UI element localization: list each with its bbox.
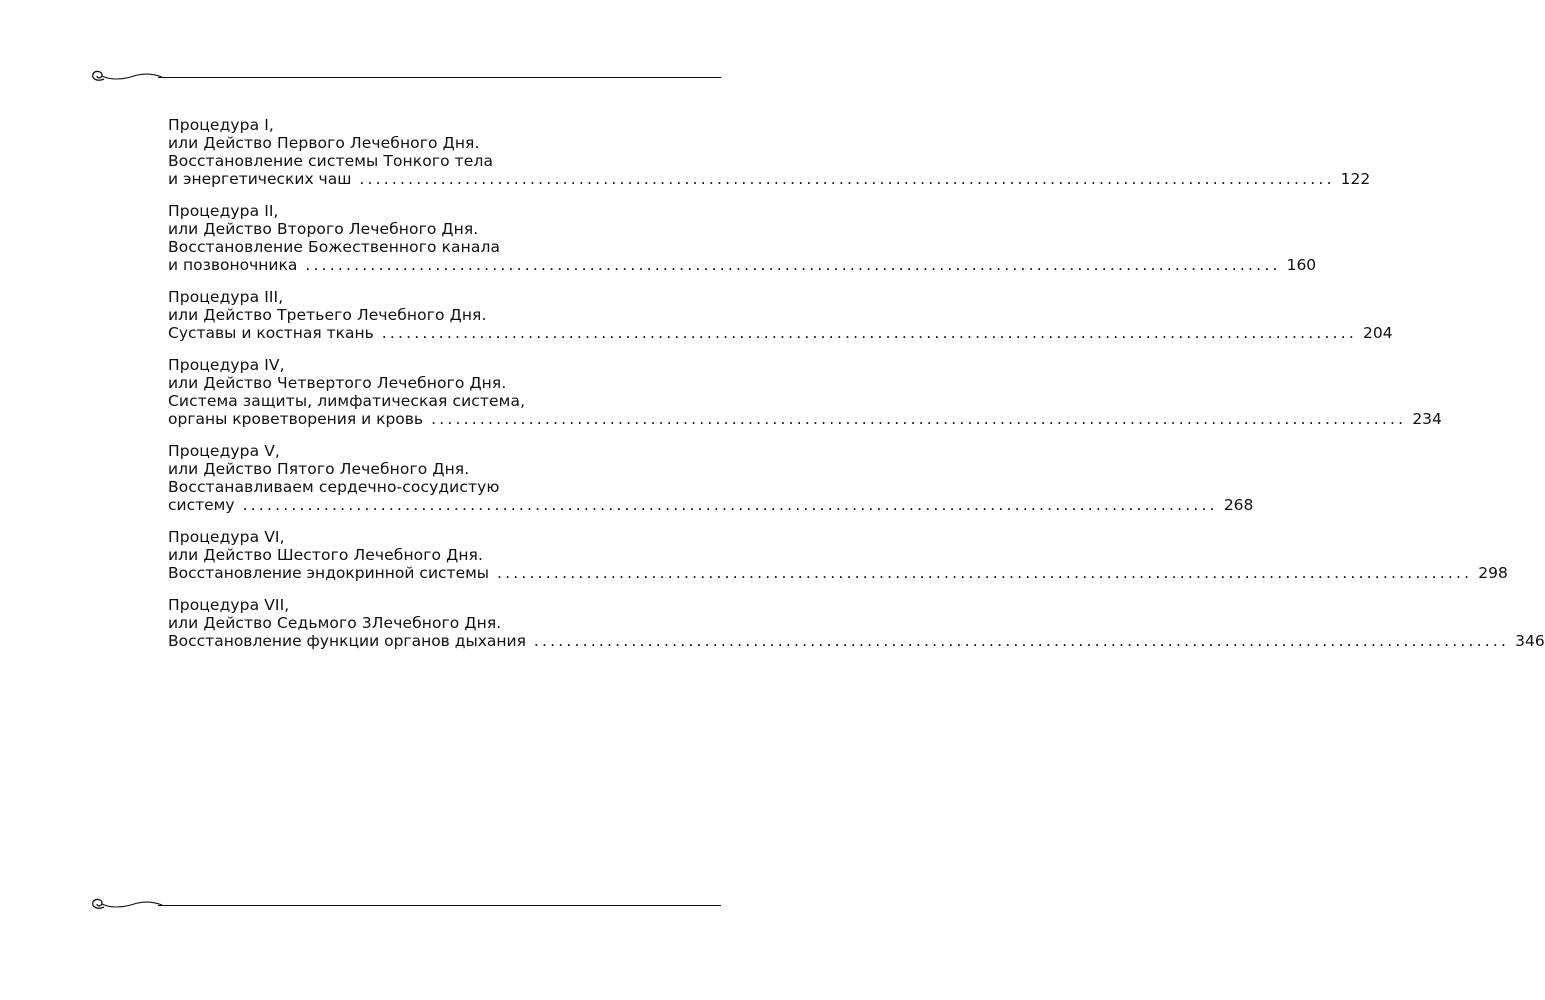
page-number: 160: [1286, 256, 1317, 274]
toc-entry-final-line: [168, 496, 1254, 514]
dot-leader: ........................................................................................................................: [431, 410, 1407, 428]
table-of-contents: [168, 116, 1545, 664]
dot-leader: ........................................................................................................................: [242, 496, 1218, 514]
toc-entry-title-line: Восстановление системы Тонкого тела: [168, 152, 494, 170]
toc-entry: [168, 442, 1254, 514]
toc-entry-title-line: Система защиты, лимфатическая система,: [168, 392, 526, 410]
toc-entry: [168, 596, 1545, 650]
page-number: 234: [1412, 410, 1442, 428]
toc-entry: [168, 202, 1317, 274]
toc-entry-heading: Процедура VI,: [168, 528, 285, 546]
toc-entry-heading: Процедура I,: [168, 116, 274, 134]
toc-entry-heading: Процедура V,: [168, 442, 280, 460]
top-ornament-rule: [88, 68, 723, 88]
toc-entry-final-line: [168, 324, 1393, 342]
toc-entry-title-line: или Действо Второго Лечебного Дня.: [168, 220, 479, 238]
toc-entry-final-line: [168, 256, 1317, 274]
toc-entry-final-line: [168, 564, 1508, 582]
dot-leader: ........................................................................................................................: [497, 564, 1473, 582]
toc-entry: [168, 356, 1442, 428]
toc-entry-final-line: [168, 410, 1442, 428]
page-number: 204: [1363, 324, 1393, 342]
dot-leader: ........................................................................................................................: [533, 632, 1510, 650]
toc-entry: [168, 116, 1371, 188]
toc-entry-title-line: и позвоночника: [168, 256, 298, 274]
page-number: 346: [1515, 632, 1545, 650]
dot-leader: ........................................................................................................................: [359, 170, 1335, 188]
toc-entry-final-line: [168, 632, 1545, 650]
toc-entry-title-line: органы кроветворения и кровь: [168, 410, 424, 428]
toc-entry-title-line: или Действо Первого Лечебного Дня.: [168, 134, 480, 152]
toc-entry-heading: Процедура III,: [168, 288, 284, 306]
page-number: 122: [1340, 170, 1371, 188]
toc-entry-title-line: Восстановление Божественного канала: [168, 238, 501, 256]
flourish-divider-icon: [88, 68, 723, 88]
page-number: 298: [1478, 564, 1508, 582]
toc-entry-title-line: Восстанавливаем сердечно-сосудистую: [168, 478, 500, 496]
toc-entry: [168, 288, 1393, 342]
toc-entry-title-line: или Действо Четвертого Лечебного Дня.: [168, 374, 507, 392]
toc-entry-title-line: Восстановление функции органов дыхания: [168, 632, 526, 650]
toc-entry-heading: Процедура II,: [168, 202, 279, 220]
toc-entry-title-line: или Действо Седьмого 3Лечебного Дня.: [168, 614, 502, 632]
toc-entry-title-line: систему: [168, 496, 235, 514]
toc-entry-title-line: Восстановление эндокринной системы: [168, 564, 490, 582]
toc-entry-title-line: и энергетических чаш: [168, 170, 352, 188]
toc-entry-title-line: или Действо Пятого Лечебного Дня.: [168, 460, 470, 478]
toc-entry-heading: Процедура IV,: [168, 356, 285, 374]
toc-entry: [168, 528, 1508, 582]
bottom-ornament-rule: [88, 896, 723, 916]
toc-entry-heading: Процедура VII,: [168, 596, 290, 614]
toc-entry-title-line: или Действо Третьего Лечебного Дня.: [168, 306, 487, 324]
flourish-divider-icon: [88, 896, 723, 916]
dot-leader: ........................................................................................................................: [381, 324, 1358, 342]
page-number: 268: [1223, 496, 1254, 514]
toc-entry-title-line: Суставы и костная ткань: [168, 324, 374, 342]
toc-entry-final-line: [168, 170, 1371, 188]
dot-leader: ........................................................................................................................: [305, 256, 1281, 274]
toc-entry-title-line: или Действо Шестого Лечебного Дня.: [168, 546, 484, 564]
